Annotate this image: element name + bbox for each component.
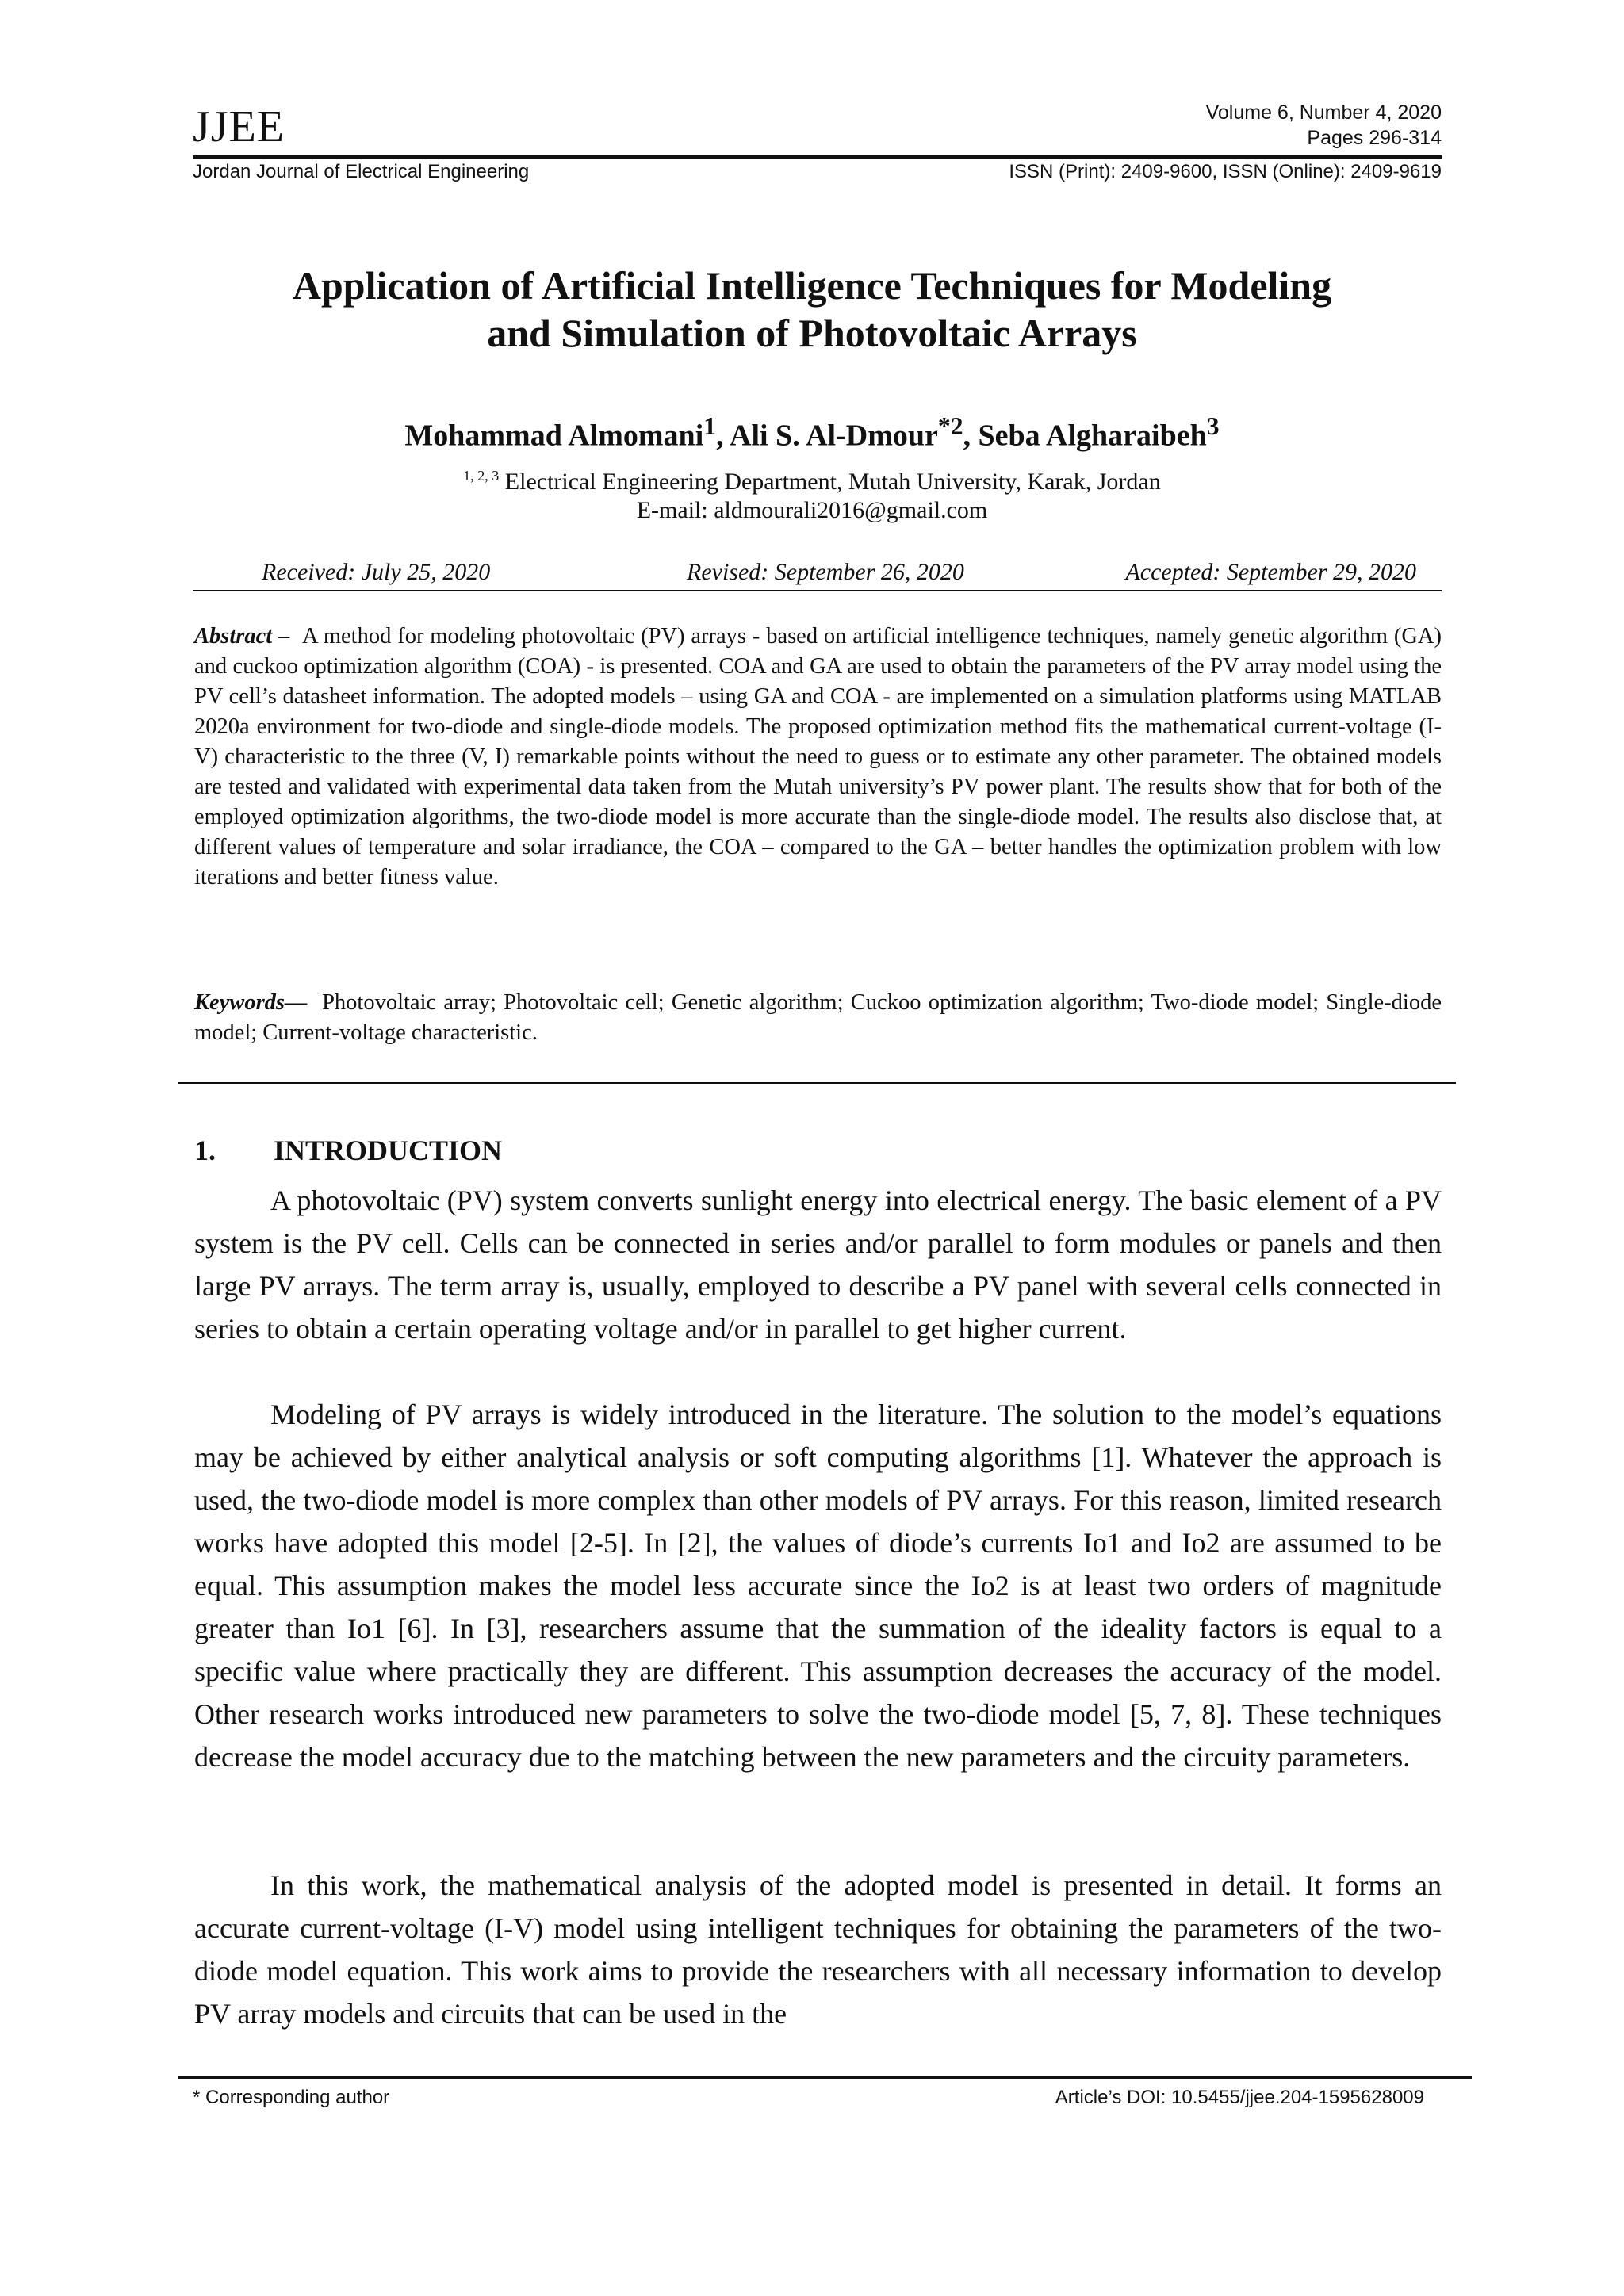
issn-info: ISSN (Print): 2409-9600, ISSN (Online): 2409-9619	[1009, 161, 1442, 182]
author-3: Seba Algharaibeh	[978, 419, 1207, 453]
keywords: Keywords— Photovoltaic array; Photovoltaic cell; Genetic algorithm; Cuckoo optimization algorithm; Two-diode model; Single-diode model; Current-voltage characteristic.	[194, 990, 1442, 1045]
author-2-affiliation: *2	[937, 412, 963, 440]
dates-divider	[193, 590, 1442, 591]
footer-divider	[178, 2076, 1472, 2079]
article-doi[interactable]: Article’s DOI: 10.5455/jjee.204-1595628009	[1055, 2087, 1424, 2108]
section-number: 1.	[194, 1135, 216, 1166]
paper-title-line-1: Application of Artificial Intelligence Techniques for Modeling	[292, 263, 1332, 308]
journal-abbreviation: JJEE	[193, 102, 285, 151]
abstract: Abstract – A method for modeling photovoltaic (PV) arrays - based on artificial intelligence techniques, namely genetic algorithm (GA) and cuckoo optimization algorithm (COA) - is presented. COA and GA are used to obtain the parameters of the PV array model using the PV cell’s datasheet information. The adopted models – using GA and COA - are implemented on a simulation platforms using MATLAB 2020a environment for two-diode and single-diode models. The proposed optimization method fits the mathematical current-voltage (I-V) characteristic to the three (V, I) remarkable points without the need to guess or to estimate any other parameter. The obtained models are tested and validated with experimental data taken from the Mutah university’s PV power plant. The results show that for both of the employed optimization algorithms, the two-diode model is more accurate than the single-diode model. The results also disclose that, at different values of temperature and solar irradiance, the COA – compared to the GA – better handles the optimization problem with low iterations and better fitness value.	[194, 624, 1442, 890]
volume-info: Volume 6, Number 4, 2020	[1205, 101, 1442, 124]
keywords-label: Keywords	[194, 990, 285, 1015]
journal-name: Jordan Journal of Electrical Engineering	[193, 161, 530, 182]
author-1-affiliation: 1	[703, 412, 717, 440]
body-paragraph-2: Modeling of PV arrays is widely introduced in the literature. The solution to the model’s equations may be achieved by either analytical analysis or soft computing algorithms [1]. Whatever the approach is used, the two-diode model is more complex than other models of PV arrays. For this reason, limited research works have adopted this model [2-5]. In [2], the values of diode’s currents Io1 and Io2 are assumed to be equal. This assumption makes the model less accurate since the Io2 is at least two orders of magnitude greater than Io1 [6]. In [3], researchers assume that the summation of the ideality factors is equal to a specific value where practically they are different. This assumption decreases the accuracy of the model. Other research works introduced new parameters to solve the two-diode model [5, 7, 8]. These techniques decrease the model accuracy due to the matching between the new parameters and the circuity parameters.	[194, 1399, 1442, 1773]
corresponding-author-note: * Corresponding author	[193, 2087, 390, 2108]
header-divider	[193, 155, 1442, 159]
contact-email[interactable]: E-mail: aldmourali2016@gmail.com	[636, 497, 988, 523]
paper-title	[159, 262, 1465, 357]
accepted-date: Accepted: September 29, 2020	[1125, 559, 1416, 585]
author-3-affiliation: 3	[1206, 412, 1220, 440]
body-paragraph-3: In this work, the mathematical analysis of the adopted model is presented in detail. It forms an accurate current-voltage (I-V) model using intelligent techniques for obtaining the parameters of the two-diode model equation. This work aims to provide the researchers with all necessary information to develop PV array models and circuits that can be used in the	[194, 1869, 1442, 2030]
affiliation-text: Electrical Engineering Department, Mutah University, Karak, Jordan	[504, 469, 1161, 495]
abstract-label: Abstract	[194, 624, 273, 649]
affiliation	[159, 468, 1465, 496]
received-date: Received: July 25, 2020	[262, 559, 491, 585]
paper-title-line-2: and Simulation of Photovoltaic Arrays	[487, 311, 1137, 355]
section-heading	[194, 1134, 502, 1167]
revised-date: Revised: September 26, 2020	[687, 559, 964, 585]
affiliation-markers: 1, 2, 3	[463, 468, 500, 484]
body-paragraph-1: A photovoltaic (PV) system converts sunlight energy into electrical energy. The basic element of a PV system is the PV cell. Cells can be connected in series and/or parallel to form modules or panels and then large PV arrays. The term array is, usually, employed to describe a PV panel with several cells connected in series to obtain a certain operating voltage and/or in parallel to get higher current.	[194, 1184, 1442, 1345]
author-1: Mohammad Almomani	[404, 419, 704, 453]
author-2: Ali S. Al-Dmour	[730, 419, 938, 453]
section-title: INTRODUCTION	[274, 1135, 503, 1166]
keywords-text: Photovoltaic array; Photovoltaic cell; Genetic algorithm; Cuckoo optimization algorithm; Two-diode model; Single-diode model; Current-voltage characteristic.	[194, 990, 1442, 1045]
abstract-text: A method for modeling photovoltaic (PV) arrays - based on artificial intelligence techniques, namely genetic algorithm (GA) and cuckoo optimization algorithm (COA) - is presented. COA and GA are used to obtain the parameters of the PV array model using the PV cell’s datasheet information. The adopted models – using GA and COA - are implemented on a simulation platforms using MATLAB 2020a environment for two-diode and single-diode models. The proposed optimization method fits the mathematical current-voltage (I-V) characteristic to the three (V, I) remarkable points without the need to guess or to estimate any other parameter. The obtained models are tested and validated with experimental data taken from the Mutah university’s PV power plant. The results show that for both of the employed optimization algorithms, the two-diode model is more accurate than the single-diode model. The results also disclose that, at different values of temperature and solar irradiance, the COA – compared to the GA – better handles the optimization problem with low iterations and better fitness value.	[194, 624, 1442, 890]
author-list: Mohammad Almomani$^1$, Ali S. Al-Dmour$^{*2}$, Seba Algharaibeh$^3$	[404, 412, 1220, 453]
page-range: Pages 296-314	[1307, 127, 1442, 149]
abstract-divider	[178, 1082, 1456, 1084]
